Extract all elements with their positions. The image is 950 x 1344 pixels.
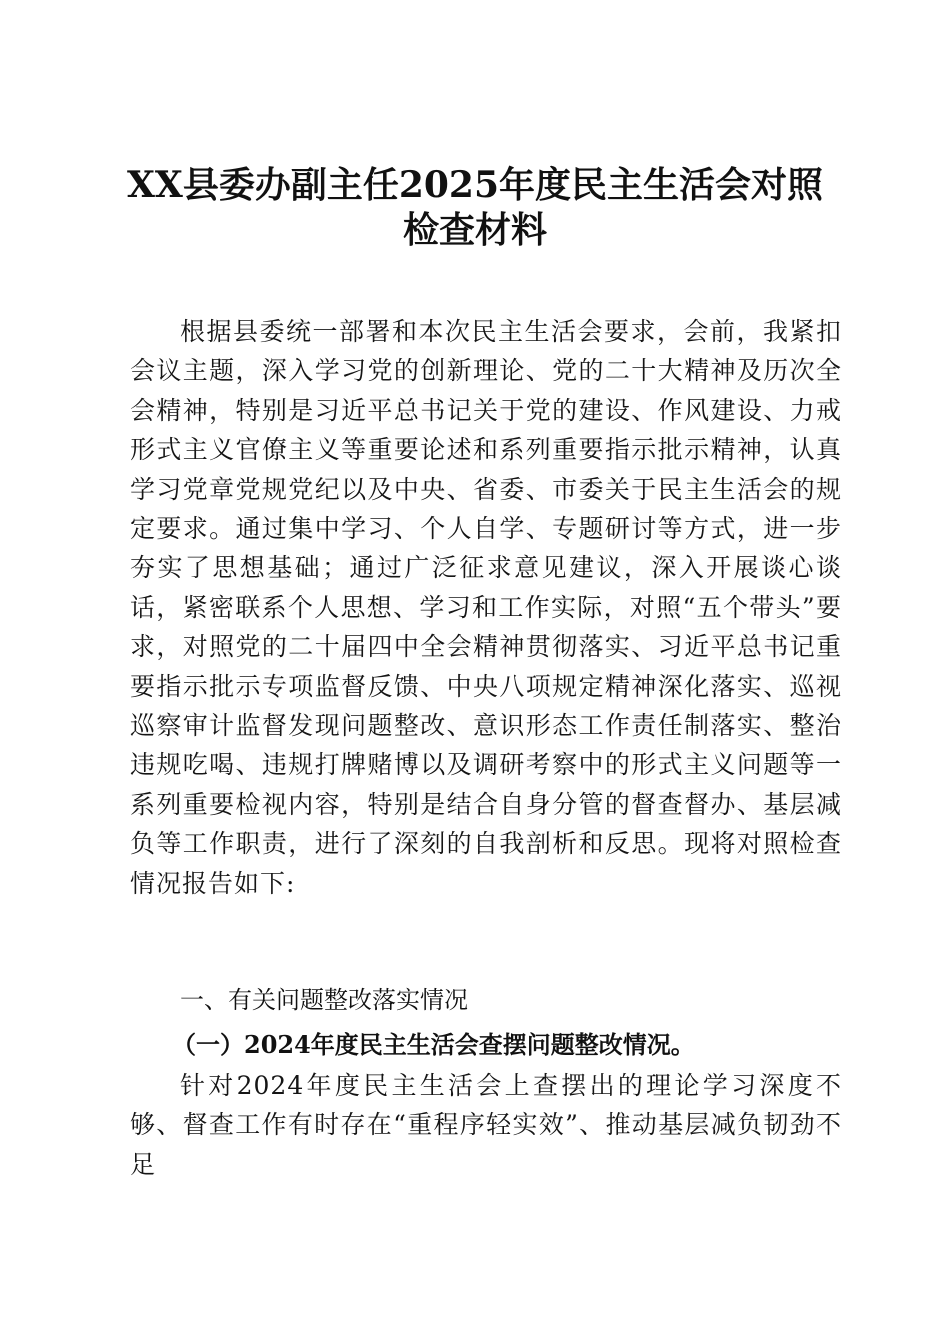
subsection-heading: （一）2024年度民主生活会查摆问题整改情况。: [172, 1030, 695, 1059]
intro-paragraph: 根据县委统一部署和本次民主生活会要求，会前，我紧扣会议主题，深入学习党的创新理论、党的二十大精神及历次全会精神，特别是习近平总书记关于党的建设、作风建设、力戒形式主义官僚主义等重要论述和系列重要指示批示精神，认真学习党章党规党纪以及中央、省委、市委关于民主生活会的规定要求。通过集中学习、个人自学、专题研讨等方式，进一步夯实了思想基础；通过广泛征求意见建议，深入开展谈心谈话，紧密联系个人思想、学习和工作实际，对照“五个带头”要求，对照党的二十届四中全会精神贯彻落实、习近平总书记重要指示批示专项监督反馈、中央八项规定精神深化落实、巡视巡察审计监督发现问题整改、意识形态工作责任制落实、整治违规吃喝、违规打牌赌博以及调研考察中的形式主义问题等一系列重要检视内容，特别是结合自身分管的督查督办、基层减负等工作职责，进行了深刻的自我剖析和反思。现将对照检查情况报告如下:: [130, 317, 842, 898]
section-paragraph: 针对2024年度民主生活会上查摆出的理论学习深度不够、督查工作有时存在“重程序轻实效”、推动基层减负韧劲不足: [130, 1071, 842, 1179]
section-heading: 一、有关问题整改落实情况: [180, 986, 468, 1014]
document-title: XX县委办副主任2025年度民主生活会对照检查材料: [126, 164, 824, 251]
